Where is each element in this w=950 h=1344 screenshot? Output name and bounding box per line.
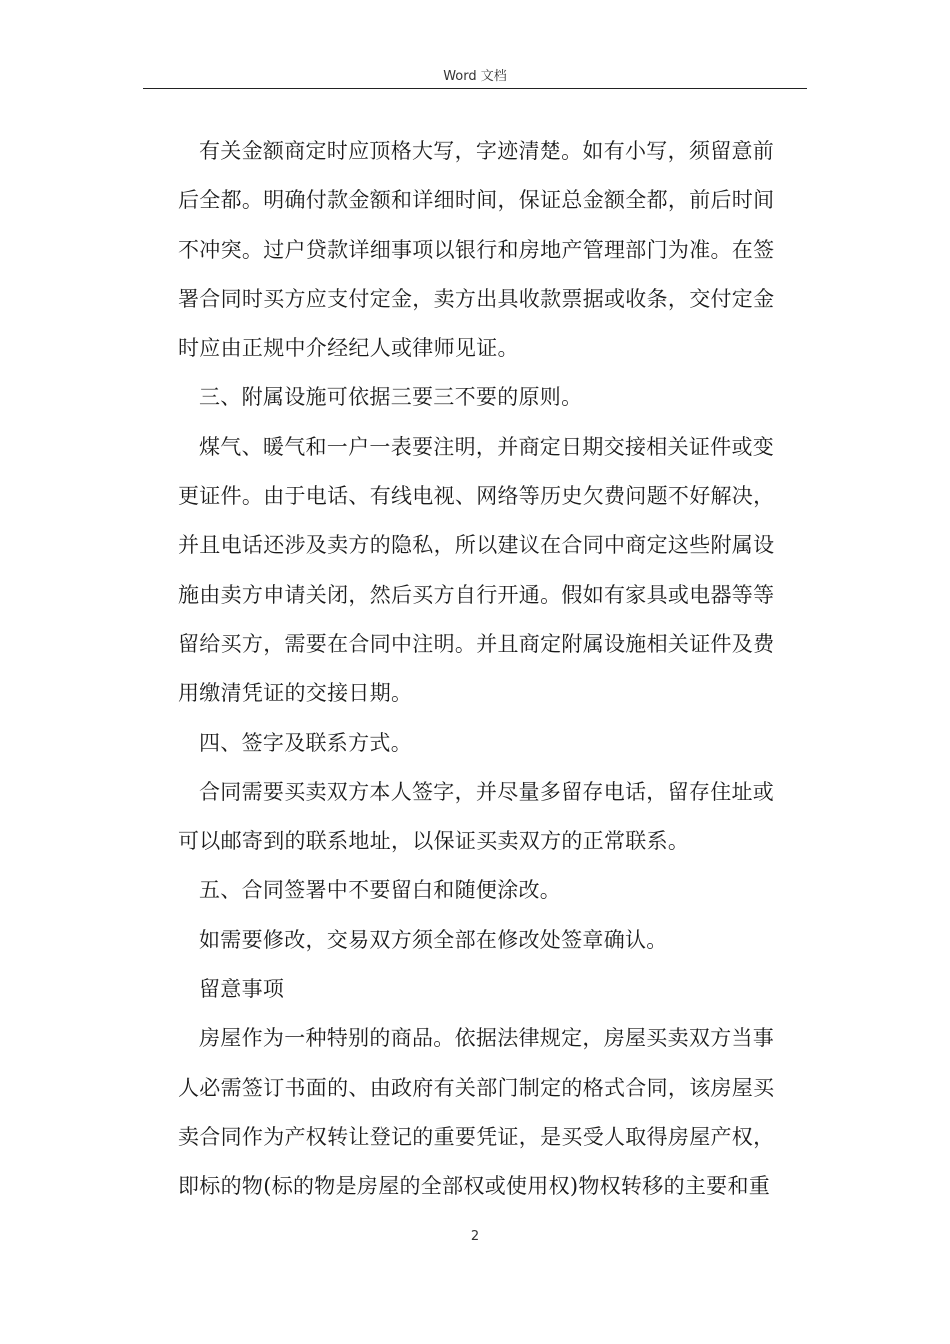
text-line: 用缴清凭证的交接日期。 bbox=[178, 681, 413, 706]
text-line: 三、附属设施可依据三要三不要的原则。 bbox=[199, 385, 583, 410]
section-heading-no-blanks bbox=[178, 866, 810, 915]
text-line: 留给买方，需要在合同中注明。并且商定附属设施相关证件及费 bbox=[178, 631, 775, 656]
text-line: 即标的物(标的物是房屋的全部权或使用权)物权转移的主要和重 bbox=[178, 1174, 771, 1199]
text-line: 卖合同作为产权转让登记的重要凭证，是买受人取得房屋产权， bbox=[178, 1124, 775, 1149]
paragraph-facilities bbox=[178, 423, 810, 719]
text-line: 五、合同签署中不要留白和随便涂改。 bbox=[199, 878, 562, 903]
text-line: 如需要修改，交易双方须全部在修改处签章确认。 bbox=[199, 927, 668, 952]
text-line: 并且电话还涉及卖方的隐私，所以建议在合同中商定这些附属设 bbox=[178, 533, 775, 558]
text-line: 施由卖方申请关闭，然后买方自行开通。假如有家具或电器等等 bbox=[178, 582, 775, 607]
text-line: 房屋作为一种特别的商品。依据法律规定，房屋买卖双方当事 bbox=[199, 1026, 775, 1051]
paragraph-house-contract bbox=[178, 1014, 810, 1211]
text-line: 合同需要买卖双方本人签字，并尽量多留存电话，留存住址或 bbox=[199, 779, 775, 804]
paragraph-modification bbox=[178, 916, 810, 965]
text-line: 更证件。由于电话、有线电视、网络等历史欠费问题不好解决， bbox=[178, 484, 775, 509]
document-body bbox=[178, 127, 810, 1212]
page-header-title: Word 文档 bbox=[443, 69, 507, 84]
text-line: 煤气、暖气和一户一表要注明，并商定日期交接相关证件或变 bbox=[199, 434, 775, 459]
text-line: 四、签字及联系方式。 bbox=[199, 730, 412, 755]
page-number: 2 bbox=[470, 1229, 480, 1244]
text-line: 后全都。明确付款金额和详细时间，保证总金额全都，前后时间 bbox=[178, 188, 775, 213]
text-line: 不冲突。过户贷款详细事项以银行和房地产管理部门为准。在签 bbox=[178, 237, 775, 262]
text-line: 人必需签订书面的、由政府有关部门制定的格式合同，该房屋买 bbox=[178, 1075, 775, 1100]
header-divider bbox=[143, 88, 807, 89]
paragraph-signature bbox=[178, 768, 810, 867]
text-line: 留意事项 bbox=[199, 977, 285, 1002]
paragraph-amount-writing bbox=[178, 127, 810, 373]
section-heading-facilities bbox=[178, 373, 810, 422]
text-line: 可以邮寄到的联系地址，以保证买卖双方的正常联系。 bbox=[178, 829, 690, 854]
section-heading-notes bbox=[178, 965, 810, 1014]
text-line: 有关金额商定时应顶格大写，字迹清楚。如有小写，须留意前 bbox=[199, 139, 775, 163]
text-line: 署合同时买方应支付定金，卖方出具收款票据或收条，交付定金 bbox=[178, 286, 775, 311]
section-heading-signature bbox=[178, 719, 810, 768]
text-line: 时应由正规中介经纪人或律师见证。 bbox=[178, 336, 519, 361]
